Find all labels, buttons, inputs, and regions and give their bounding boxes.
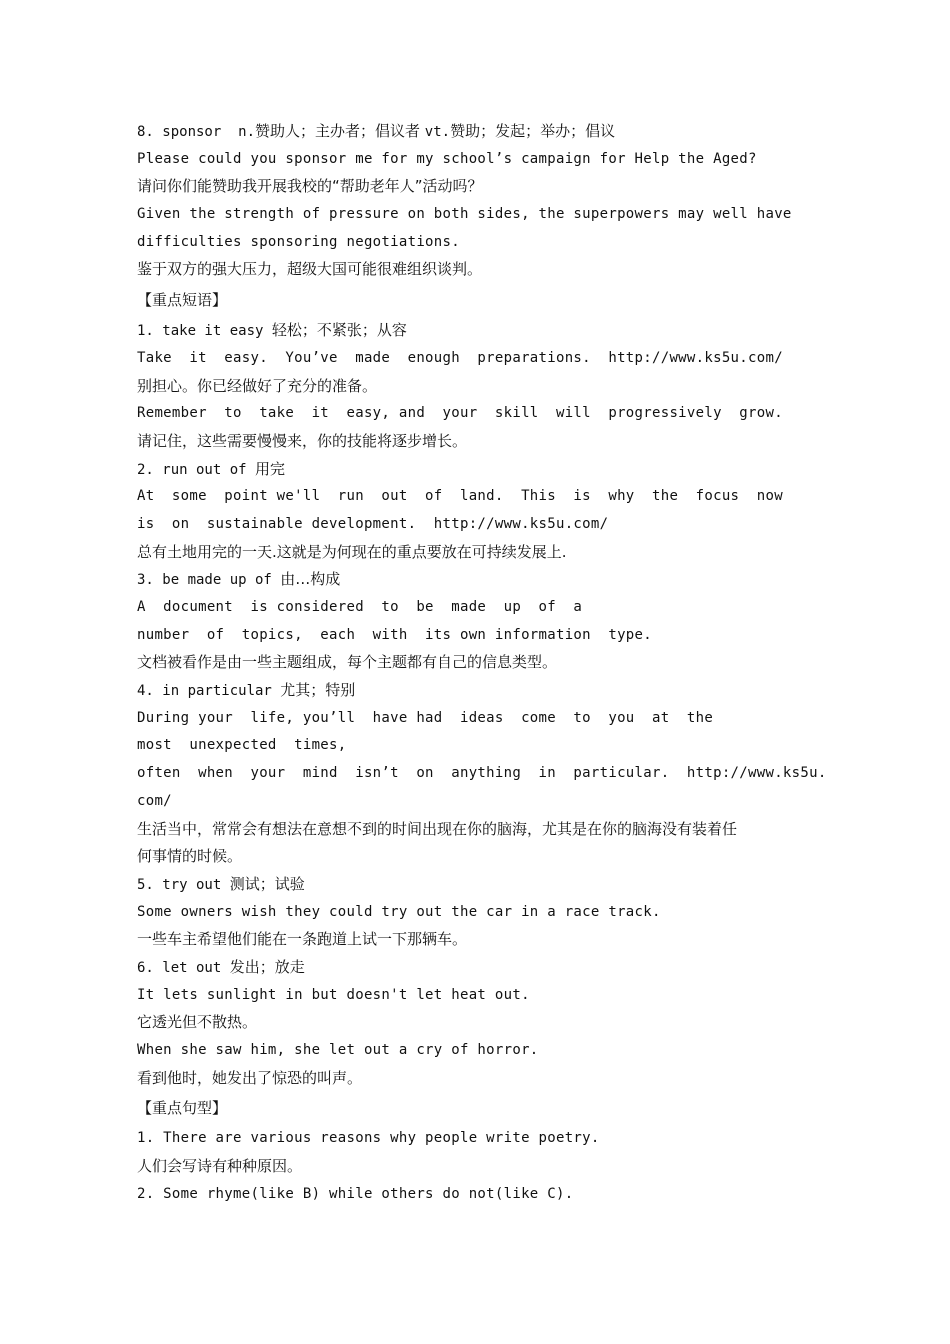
phrase-term: 2. run out of [137, 461, 256, 478]
phrase-entry [137, 954, 817, 982]
example-translation: 别担心。你已经做好了充分的准备。 [137, 376, 378, 395]
section-heading-sentence-patterns: 【重点句型】 [137, 1099, 228, 1118]
phrase-meaning: 由…构成 [280, 570, 341, 589]
example-sentence: When she saw him, she let out a cry of horror. [137, 1042, 539, 1058]
example-sentence: A document is considered to be made up of a [137, 599, 583, 615]
example-translation: 请问你们能赞助我开展我校的“帮助老年人”活动吗？ [137, 177, 483, 196]
pattern-sentence: 2. Some rhyme(like B) while others do not(like C). [137, 1185, 574, 1202]
example-sentence: is on sustainable development. http://www.ks5u.com/ [137, 515, 609, 532]
example-translation: 它透光但不散热。 [137, 1013, 258, 1032]
phrase-entry [137, 566, 817, 594]
phrase-entry [137, 456, 817, 484]
phrase-term: 5. try out [137, 876, 230, 893]
example-translation: 生活当中，常常会有想法在意想不到的时间出现在你的脑海，尤其是在你的脑海没有装着任 [137, 819, 738, 838]
entry-verb-meaning: 赞助；发起；举办；倡议 [450, 122, 616, 140]
phrase-entry [137, 677, 817, 705]
phrase-term: 4. in particular [137, 683, 281, 700]
example-sentence: Remember to take it easy, and your skill will progressively grow. [137, 405, 783, 422]
example-sentence: Take it easy. You’ve made enough preparations. http://www.ks5u.com/ [137, 349, 783, 366]
example-sentence: Given the strength of pressure on both sides, the superpowers may well have [137, 206, 792, 223]
phrase-entry [137, 871, 817, 899]
example-sentence: difficulties sponsoring negotiations. [137, 233, 460, 250]
example-sentence: com/ [137, 792, 172, 809]
phrase-entry [137, 317, 817, 345]
entry-pos: vt. [424, 124, 451, 140]
phrase-meaning: 用完 [255, 459, 286, 478]
example-translation: 一些车主希望他们能在一条跑道上试一下那辆车。 [137, 930, 468, 949]
example-translation: 看到他时，她发出了惊恐的叫声。 [137, 1068, 363, 1087]
example-translation: 总有土地用完的一天.这就是为何现在的重点要放在可持续发展上. [137, 542, 567, 561]
example-sentence: At some point we'll run out of land. This is why the focus now [137, 488, 783, 505]
vocab-entry-sponsor [137, 118, 817, 146]
example-sentence: often when your mind isn’t on anything in particular. http://www.ks5u. [137, 765, 827, 782]
example-sentence: number of topics, each with its own information type. [137, 626, 652, 643]
example-translation: 请记住，这些需要慢慢来，你的技能将逐步增长。 [137, 431, 468, 450]
phrase-meaning: 发出；放走 [229, 957, 305, 976]
document-body [137, 118, 827, 1208]
example-translation: 鉴于双方的强大压力，超级大国可能很难组织谈判。 [137, 260, 483, 279]
pattern-translation: 人们会写诗有种种原因。 [137, 1157, 303, 1176]
phrase-meaning: 轻松；不紧张；从容 [271, 321, 407, 340]
phrase-term: 3. be made up of [137, 572, 281, 589]
example-sentence: During your life, you’ll have had ideas come to you at the [137, 709, 714, 726]
example-sentence: It lets sunlight in but doesn't let heat out. [137, 986, 530, 1003]
pattern-sentence: 1. There are various reasons why people write poetry. [137, 1130, 600, 1147]
phrase-meaning: 测试；试验 [229, 874, 305, 893]
section-heading-phrases: 【重点短语】 [137, 291, 228, 310]
entry-noun-meaning: 赞助人；主办者；倡议者 [255, 122, 425, 140]
example-translation: 何事情的时候。 [137, 847, 243, 866]
entry-head: 8. sponsor n. [137, 124, 256, 140]
example-sentence: most unexpected times, [137, 737, 347, 754]
example-sentence: Some owners wish they could try out the car in a race track. [137, 903, 661, 920]
phrase-term: 1. take it easy [137, 323, 272, 340]
example-translation: 文档被看作是由一些主题组成，每个主题都有自己的信息类型。 [137, 653, 558, 672]
example-sentence: Please could you sponsor me for my school’s campaign for Help the Aged? [137, 150, 757, 167]
phrase-term: 6. let out [137, 959, 230, 976]
phrase-meaning: 尤其；特别 [280, 681, 356, 700]
